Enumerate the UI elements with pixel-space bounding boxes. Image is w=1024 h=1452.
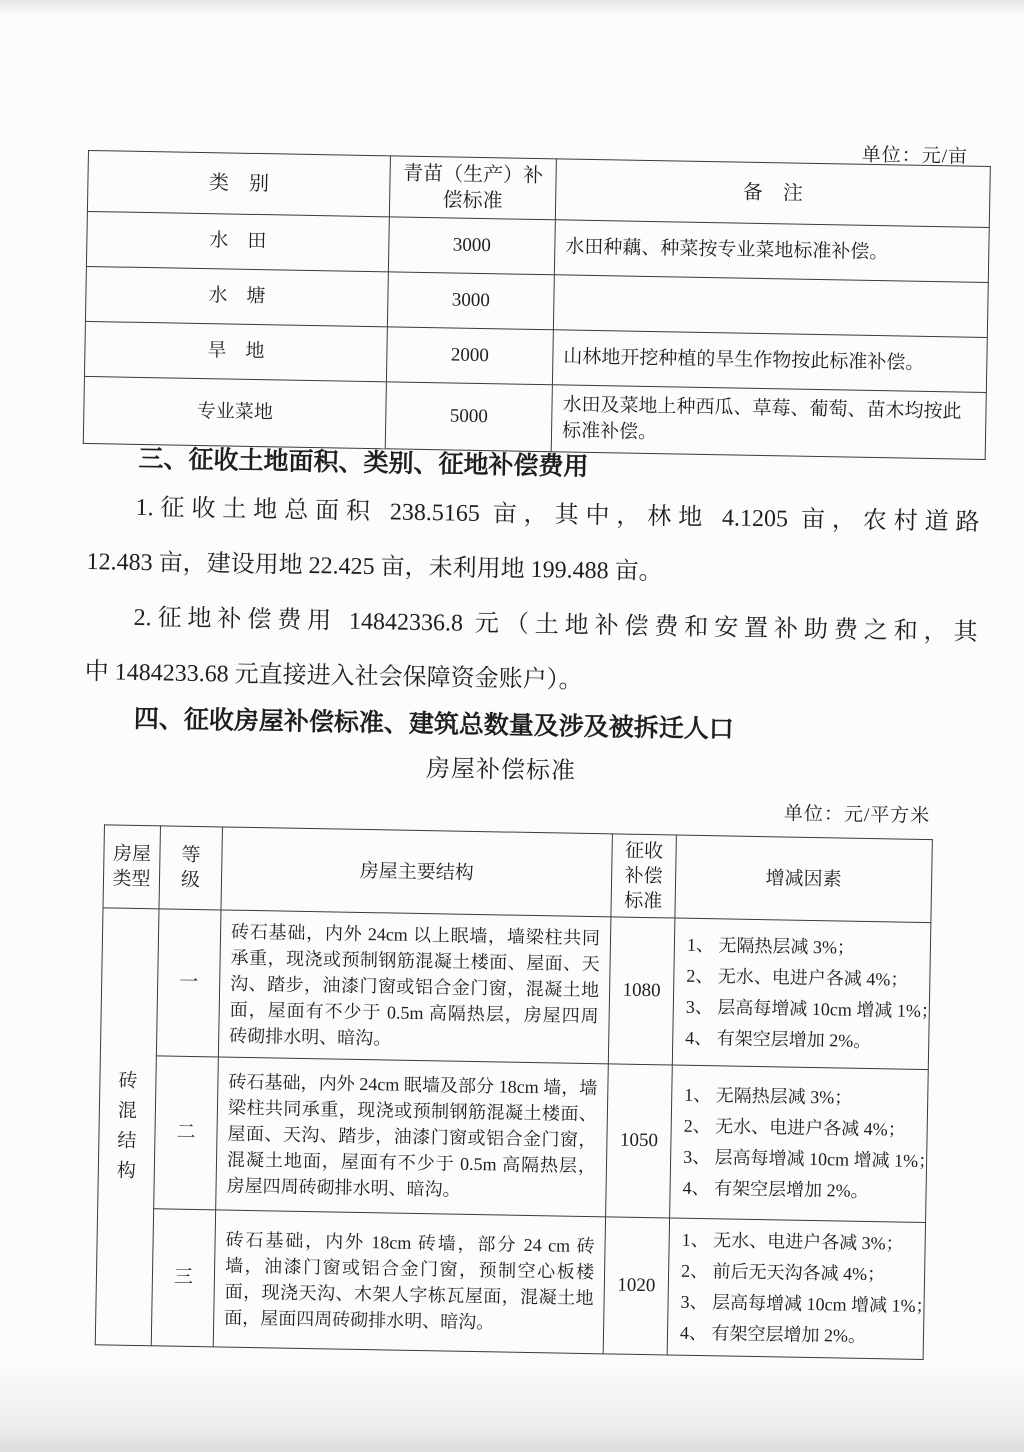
- cell-category: 水 塘: [85, 266, 388, 326]
- col-header-standard: 征收 补偿 标准: [611, 834, 676, 918]
- house-compensation-table: [95, 824, 939, 1360]
- factor-line: 4、 有架空层增加 2%。: [685, 1027, 872, 1052]
- cell-factors: [670, 1065, 937, 1223]
- house-compensation-subtitle: 房屋补偿标准: [425, 756, 577, 785]
- cell-house-type: 砖 混 结 构: [95, 908, 159, 1346]
- cell-remark: [553, 275, 988, 338]
- table-header-row: [103, 825, 932, 923]
- col-header-grade: 等 级: [159, 826, 222, 910]
- cell-category: 水 田: [86, 211, 389, 271]
- factor-line: 1、 无隔热层减 3%；: [686, 934, 856, 958]
- cell-compensation-standard: 1020: [603, 1217, 669, 1355]
- cell-factors: [672, 918, 939, 1070]
- paragraph-line: 12.483 亩，建设用地 22.425 亩，未利用地 199.488 亩。: [86, 549, 663, 586]
- table-row: [100, 908, 930, 1070]
- col-header-factors: 增减因素: [675, 835, 932, 923]
- factor-line: 1、 无水、电进户各减 3%；: [681, 1229, 904, 1254]
- cell-standard: 3000: [387, 272, 554, 330]
- section-4-heading: 四、征收房屋补偿标准、建筑总数量及涉及被拆迁人口: [133, 705, 735, 744]
- paragraph-line: 2.征地补偿费用 14842336.8 元（土地补偿费和安置补助费之和，其: [133, 604, 978, 646]
- table-row: [98, 1055, 929, 1223]
- cell-factors: [667, 1218, 934, 1360]
- cell-compensation-standard: 1050: [606, 1064, 673, 1218]
- col-header-remark: 备 注: [555, 159, 990, 228]
- table1-unit-label: 单位：元/亩: [861, 144, 969, 168]
- cell-structure: 砖石基础，内外 24cm 以上眠墙，墙梁柱共同承重，现浇或预制钢筋混凝土楼面、屋面、天沟、踏步，油漆门窗或铝合金门窗，混凝土地面，屋面有不少于 0.5m 高隔热层，房屋四周砖砌排水明、暗沟。: [218, 910, 611, 1064]
- col-header-house-type: 房屋 类型: [103, 825, 160, 909]
- factor-line: 3、 层高每增减 10cm 增减 1%；: [682, 1146, 937, 1172]
- cell-compensation-standard: 1080: [608, 917, 675, 1065]
- cell-structure: 砖石基础，内外 24cm 眠墙及部分 18cm 墙，墙梁柱共同承重，现浇或预制钢筋混凝土楼面、屋面、天沟、踏步，油漆门窗或铝合金门窗，混凝土地面，屋面有不少于 0.5m 高隔热层，房屋四周砖砌排水明、暗沟。: [216, 1057, 609, 1217]
- factor-line: 1、 无隔热层减 3%；: [684, 1084, 853, 1108]
- crop-compensation-table: [83, 150, 991, 460]
- cell-category: 旱 地: [84, 321, 387, 381]
- paragraph-line: 中 1484233.68 元直接进入社会保障资金账户）。: [84, 658, 583, 694]
- factor-line: 2、 无水、电进户各减 4%；: [683, 1115, 906, 1140]
- cell-standard: 3000: [388, 217, 555, 275]
- paragraph-line: 1.征收土地总面积 238.5165 亩，其中，林地 4.1205 亩，农村道路: [135, 494, 980, 536]
- table2-unit-label: 单位：元/平方米: [783, 803, 931, 828]
- col-header-structure: 房屋主要结构: [221, 827, 612, 917]
- section-3-heading: 三、征收土地面积、类别、征地补偿费用: [138, 445, 589, 481]
- paragraph-compensation-fee: [84, 590, 978, 716]
- col-header-standard: 青苗（生产）补偿标准: [389, 156, 556, 220]
- cell-remark: 水田及菜地上种西瓜、草莓、葡萄、苗木均按此标准补偿。: [551, 385, 986, 460]
- factor-line: 3、 层高每增减 10cm 增减 1%；: [685, 996, 939, 1022]
- cell-category: 专业菜地: [83, 376, 386, 448]
- paragraph-land-area: [86, 480, 980, 606]
- factor-line: 2、 前后无天沟各减 4%；: [680, 1260, 886, 1285]
- col-header-category: 类 别: [87, 150, 390, 216]
- factor-line: 4、 有架空层增加 2%。: [679, 1322, 867, 1347]
- cell-grade: 三: [151, 1209, 215, 1347]
- cell-remark: 水田种藕、种菜按专业菜地标准补偿。: [554, 220, 989, 283]
- cell-standard: 5000: [385, 382, 552, 452]
- cell-structure: 砖石基础，内外 18cm 砖墙，部分 24 cm 砖墙，油漆门窗或铝合金门窗，预制空心板楼面，现浇天沟、木架人字栋瓦屋面，混凝土地面，屋面四周砖砌排水明、暗沟。: [213, 1210, 605, 1354]
- table-row: [95, 1208, 925, 1360]
- factor-line: 2、 无水、电进户各减 4%；: [686, 965, 909, 990]
- cell-standard: 2000: [386, 327, 553, 385]
- cell-grade: 二: [154, 1056, 219, 1210]
- factor-line: 3、 层高每增减 10cm 增减 1%；: [680, 1291, 934, 1317]
- factor-line: 4、 有架空层增加 2%。: [682, 1177, 869, 1202]
- cell-remark: 山林地开挖种植的旱生作物按此标准补偿。: [552, 330, 987, 393]
- cell-grade: 一: [156, 909, 221, 1057]
